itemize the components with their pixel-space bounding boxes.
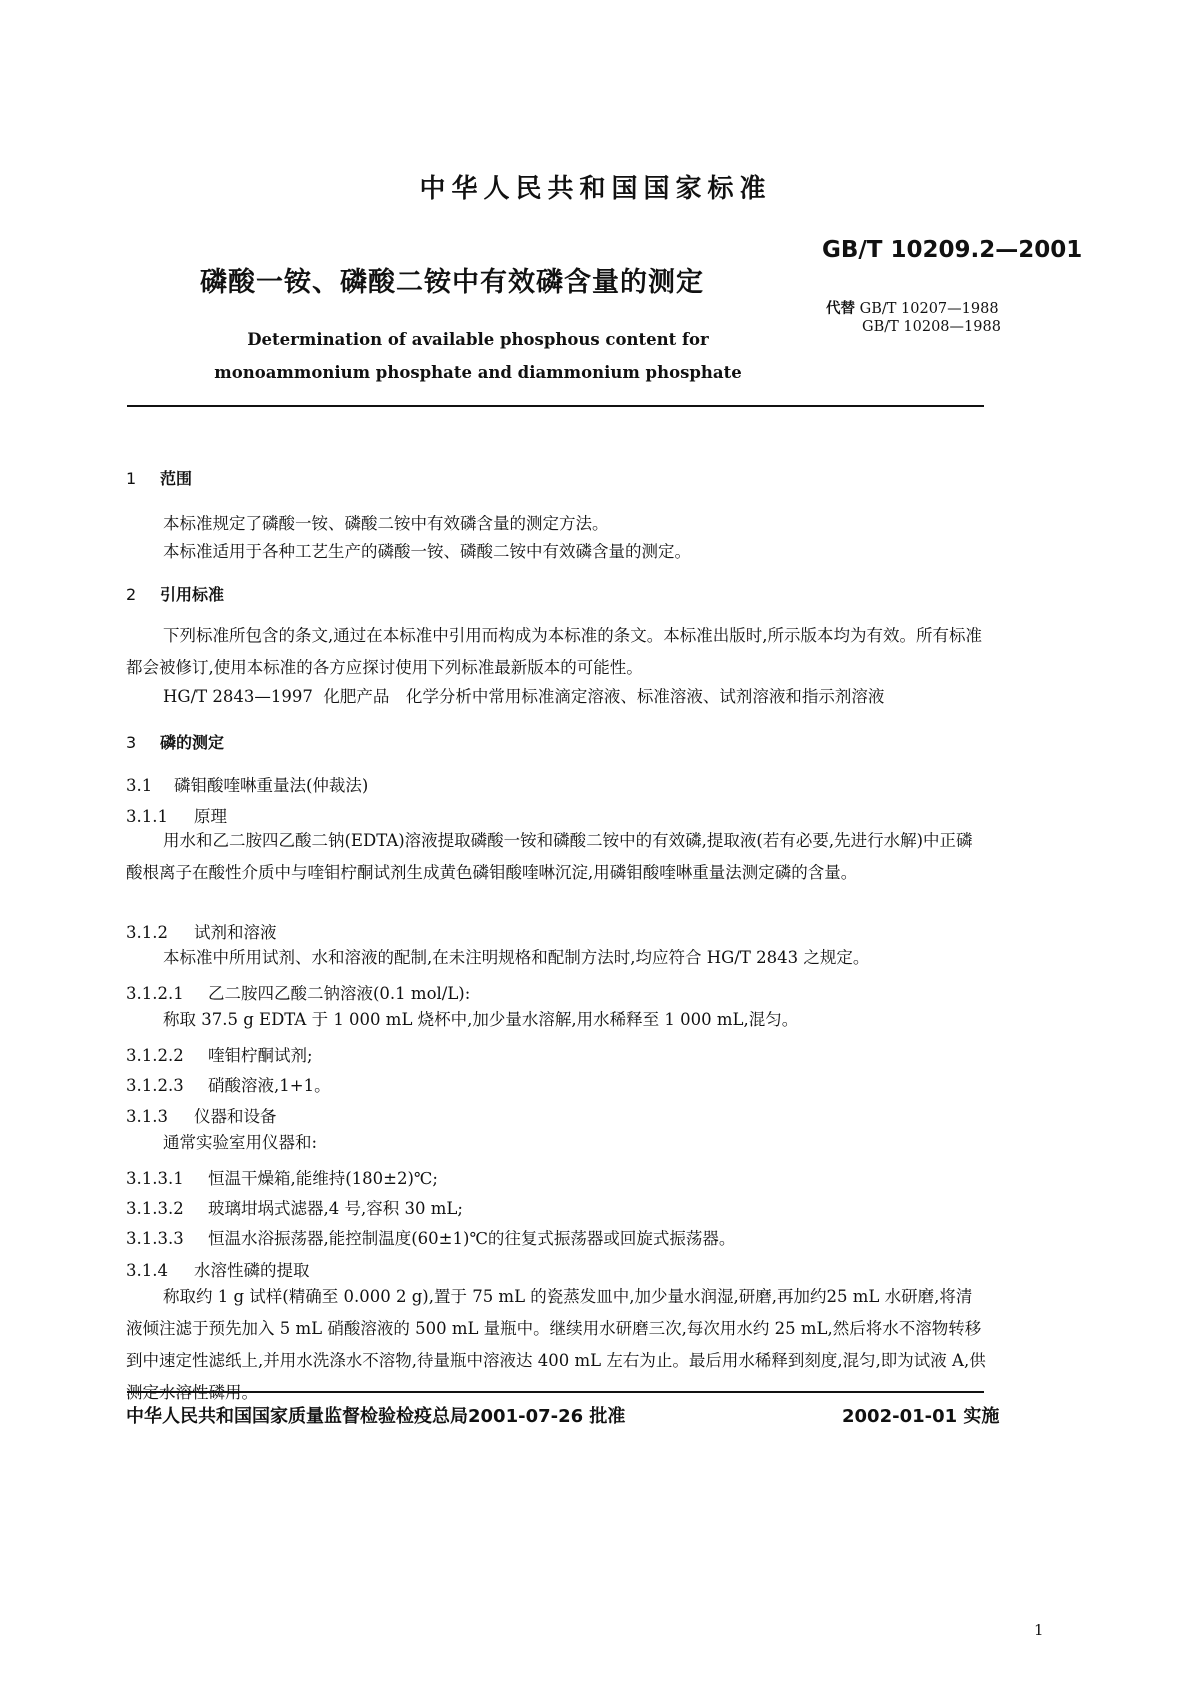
subsection-number: 3.1.2.1 xyxy=(126,984,184,1003)
subsection-number: 3.1 xyxy=(126,776,153,795)
reference-entry xyxy=(163,681,884,713)
issue-label: 批准 xyxy=(589,1406,626,1427)
subsection-number: 3.1.2.3 xyxy=(126,1076,184,1095)
subsection-heading xyxy=(126,772,368,796)
section-title: 范围 xyxy=(160,469,193,488)
subsection-title: 喹钼柠酮试剂; xyxy=(208,1046,313,1065)
subsection-heading xyxy=(126,1042,313,1066)
paragraph: 通常实验室用仪器和: xyxy=(163,1133,318,1152)
subsection-heading xyxy=(126,1165,438,1189)
replaced-standard: GB/T 10207—1988 xyxy=(859,301,999,317)
subsection-number: 3.1.4 xyxy=(126,1261,168,1280)
replaces-block xyxy=(826,300,1001,336)
subsection-title: 硝酸溶液,1+1。 xyxy=(208,1076,331,1095)
effective-date: 2002-01-01 xyxy=(842,1406,958,1427)
issue-date: 2001-07-26 xyxy=(468,1406,584,1427)
paragraph: 用水和乙二胺四乙酸二钠(EDTA)溶液提取磷酸一铵和磷酸二铵中的有效磷,提取液(若有必要,先进行水解)中正磷酸根离子在酸性介质中与喹钼柠酮试剂生成黄色磷钼酸喹啉沉淀,用磷钼酸喹啉重量法测定磷的含量。 xyxy=(126,831,973,882)
subsection-title: 恒温水浴振荡器,能控制温度(60±1)℃的往复式振荡器或回旋式振荡器。 xyxy=(208,1229,736,1248)
issue-line xyxy=(126,1402,625,1428)
subsection-title: 仪器和设备 xyxy=(194,1107,277,1126)
issuer: 中华人民共和国国家质量监督检验检疫总局 xyxy=(126,1406,468,1427)
subsection-heading xyxy=(126,1072,331,1096)
paragraph: 称取 37.5 g EDTA 于 1 000 mL 烧杯中,加少量水溶解,用水稀释至 1 000 mL,混匀。 xyxy=(163,1010,799,1029)
subsection-number: 3.1.2 xyxy=(126,923,168,942)
footer-rule xyxy=(127,1391,984,1393)
title-cn: 磷酸一铵、磷酸二铵中有效磷含量的测定 xyxy=(200,267,704,298)
subsection-heading xyxy=(126,1195,463,1219)
replaced-standard: GB/T 10208—1988 xyxy=(862,319,1001,335)
section-number: 1 xyxy=(126,469,137,488)
subsection-title: 乙二胺四乙酸二钠溶液(0.1 mol/L): xyxy=(208,984,471,1003)
subsection-number: 3.1.3 xyxy=(126,1107,168,1126)
subsection-number: 3.1.2.2 xyxy=(126,1046,184,1065)
section-title: 磷的测定 xyxy=(160,733,225,752)
national-standard-label: 中华人民共和国国家标准 xyxy=(419,174,772,204)
reference-code: HG/T 2843—1997 xyxy=(163,687,313,706)
subsection-title: 水溶性磷的提取 xyxy=(194,1261,310,1280)
subsection-title: 玻璃坩埚式滤器,4 号,容积 30 mL; xyxy=(208,1199,463,1218)
section-number: 2 xyxy=(126,585,137,604)
paragraph: 本标准规定了磷酸一铵、磷酸二铵中有效磷含量的测定方法。 xyxy=(163,514,609,533)
paragraph: 本标准中所用试剂、水和溶液的配制,在未注明规格和配制方法时,均应符合 HG/T 2843 之规定。 xyxy=(163,948,870,967)
section-number: 3 xyxy=(126,733,137,752)
page-number: 1 xyxy=(1034,1621,1044,1639)
subsection-heading xyxy=(126,803,227,827)
title-en-line: Determination of available phosphous content for xyxy=(247,330,709,349)
header-rule xyxy=(127,405,984,407)
effective-line xyxy=(842,1402,999,1428)
effective-label: 实施 xyxy=(963,1406,1000,1427)
paragraph: 下列标准所包含的条文,通过在本标准中引用而构成为本标准的条文。本标准出版时,所示版本均为有效。所有标准都会被修订,使用本标准的各方应探讨使用下列标准最新版本的可能性。 xyxy=(126,626,982,677)
subsection-heading xyxy=(126,919,277,943)
subsection-title: 试剂和溶液 xyxy=(194,923,277,942)
subsection-title: 恒温干燥箱,能维持(180±2)℃; xyxy=(208,1169,438,1188)
title-en-line: monoammonium phosphate and diammonium phosphate xyxy=(214,363,742,382)
section-title: 引用标准 xyxy=(160,585,225,604)
standard-number: GB/T 10209.2—2001 xyxy=(822,237,1083,263)
subsection-number: 3.1.3.1 xyxy=(126,1169,184,1188)
paragraph: 本标准适用于各种工艺生产的磷酸一铵、磷酸二铵中有效磷含量的测定。 xyxy=(163,542,691,561)
subsection-title: 原理 xyxy=(194,807,227,826)
subsection-heading xyxy=(126,1257,310,1281)
subsection-number: 3.1.3.2 xyxy=(126,1199,184,1218)
title-en xyxy=(178,323,778,389)
subsection-heading xyxy=(126,980,470,1004)
section-heading xyxy=(126,466,192,489)
subsection-heading xyxy=(126,1103,277,1127)
paragraph: 称取约 1 g 试样(精确至 0.000 2 g),置于 75 mL 的瓷蒸发皿中,加少量水润湿,研磨,再加约25 mL 水研磨,将清液倾注滤于预先加入 5 mL 硝酸溶液的 500 mL 量瓶中。继续用水研磨三次,每次用水约 25 mL,然后将水不溶物转移到中速定性滤纸上,并用水洗涤水不溶物,待量瓶中溶液达 400 mL 左右为止。最后用水稀释到刻度,混匀,即为试液 A,供 xyxy=(126,1287,986,1370)
reference-title: 化肥产品 化学分析中常用标准滴定溶液、标准溶液、试剂溶液和指示剂溶液 xyxy=(323,687,885,706)
subsection-number: 3.1.1 xyxy=(126,807,168,826)
section-heading xyxy=(126,730,224,753)
subsection-title: 磷钼酸喹啉重量法(仲裁法) xyxy=(174,776,369,795)
subsection-number: 3.1.3.3 xyxy=(126,1229,184,1248)
section-heading xyxy=(126,582,224,605)
replaces-label: 代替 xyxy=(826,301,855,317)
subsection-heading xyxy=(126,1225,735,1249)
